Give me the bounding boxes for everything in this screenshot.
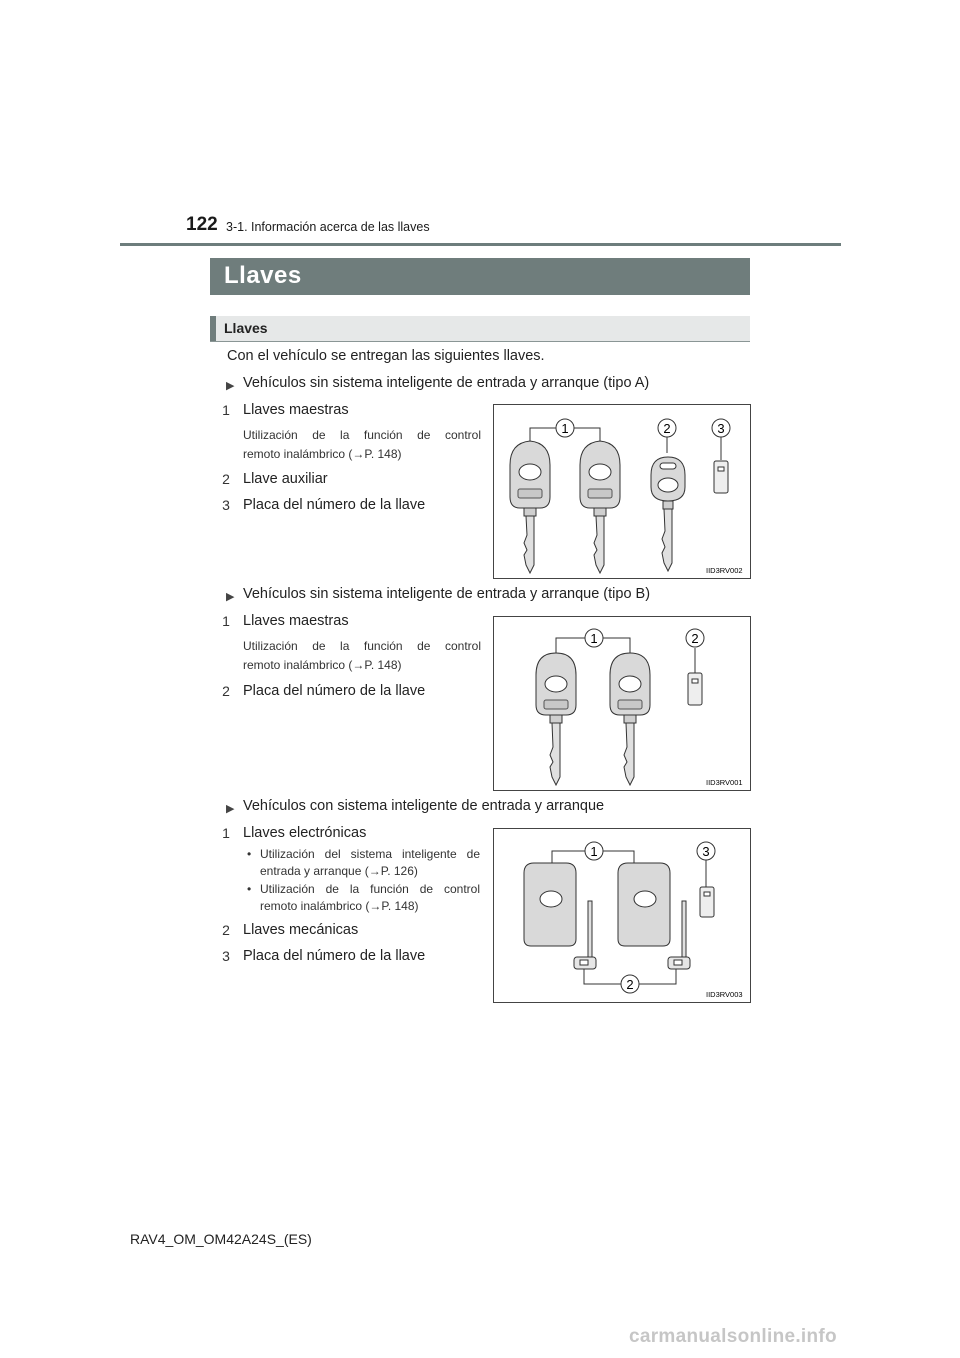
bullet-line: entrada y arranque (→P. 126) bbox=[260, 864, 418, 878]
callout-number: 1 bbox=[590, 844, 598, 859]
page-title-bar bbox=[210, 258, 750, 295]
bullet-dot: • bbox=[247, 882, 252, 896]
key-number-plate-icon bbox=[714, 461, 728, 493]
callout-number: 3 bbox=[717, 421, 725, 436]
item-label: Placa del número de la llave bbox=[243, 683, 426, 699]
master-key-icon bbox=[510, 441, 550, 573]
figure-keys-type-a bbox=[493, 404, 751, 579]
bullet-line: remoto inalámbrico (→P. 148) bbox=[260, 899, 419, 913]
keys-illustration bbox=[494, 617, 750, 790]
callout-number: 2 bbox=[663, 421, 671, 436]
keys-illustration bbox=[494, 405, 750, 578]
item-number: 2 bbox=[222, 471, 230, 487]
electronic-key-icon bbox=[524, 863, 576, 946]
triangle-right-icon: ▶ bbox=[226, 591, 235, 603]
section-heading-c: Vehículos con sistema inteligente de entrada y arranque bbox=[243, 798, 605, 814]
master-key-icon bbox=[610, 653, 650, 785]
key-number-plate-icon bbox=[688, 673, 702, 705]
section-heading-b: Vehículos sin sistema inteligente de entrada y arranque (tipo B) bbox=[243, 586, 651, 602]
item-note-line: Utilización de la función de control bbox=[243, 428, 481, 442]
header-divider bbox=[120, 243, 841, 246]
figure-code: IID3RV002 bbox=[706, 566, 743, 575]
page-number: 122 bbox=[186, 214, 218, 235]
subheading: Llaves bbox=[224, 320, 268, 336]
item-number: 3 bbox=[222, 948, 230, 964]
item-number: 2 bbox=[222, 683, 230, 699]
callout-number: 1 bbox=[561, 421, 569, 436]
item-number: 1 bbox=[222, 613, 230, 629]
item-number: 1 bbox=[222, 825, 230, 841]
item-label: Llaves maestras bbox=[243, 402, 349, 418]
master-key-icon bbox=[536, 653, 576, 785]
bullet-line: Utilización del sistema inteligente de bbox=[260, 847, 480, 861]
electronic-key-icon bbox=[618, 863, 670, 946]
item-note-line: remoto inalámbrico (→P. 148) bbox=[243, 658, 402, 672]
item-note-line: Utilización de la función de control bbox=[243, 639, 481, 653]
item-label: Llaves mecánicas bbox=[243, 922, 359, 938]
section-breadcrumb: 3-1. Información acerca de las llaves bbox=[226, 220, 430, 234]
figure-keys-type-b bbox=[493, 616, 751, 791]
figure-code: IID3RV003 bbox=[706, 990, 743, 999]
item-label: Llaves electrónicas bbox=[243, 825, 367, 841]
triangle-right-icon: ▶ bbox=[226, 803, 235, 815]
figure-keys-smart bbox=[493, 828, 751, 1003]
figure-code: IID3RV001 bbox=[706, 778, 743, 787]
mechanical-key-icon bbox=[574, 901, 596, 969]
bullet-line: Utilización de la función de control bbox=[260, 882, 480, 896]
bullet-dot: • bbox=[247, 847, 252, 861]
item-number: 2 bbox=[222, 922, 230, 938]
callout-number: 3 bbox=[702, 844, 710, 859]
auxiliary-key-icon bbox=[651, 457, 685, 571]
document-code: RAV4_OM_OM42A24S_(ES) bbox=[130, 1231, 312, 1247]
keys-illustration bbox=[494, 829, 750, 1002]
subheading-bar bbox=[210, 316, 750, 342]
key-number-plate-icon bbox=[700, 887, 714, 917]
subheading-accent bbox=[210, 316, 216, 341]
master-key-icon bbox=[580, 441, 620, 573]
item-label: Placa del número de la llave bbox=[243, 497, 426, 513]
page-title: Llaves bbox=[224, 262, 302, 289]
intro-text: Con el vehículo se entregan las siguientes llaves. bbox=[227, 348, 545, 364]
item-number: 1 bbox=[222, 402, 230, 418]
item-note-line: remoto inalámbrico (→P. 148) bbox=[243, 447, 402, 461]
section-heading-a: Vehículos sin sistema inteligente de entrada y arranque (tipo A) bbox=[243, 375, 650, 391]
callout-number: 1 bbox=[590, 631, 598, 646]
item-label: Llaves maestras bbox=[243, 613, 349, 629]
watermark: carmanualsonline.info bbox=[629, 1326, 837, 1347]
triangle-right-icon: ▶ bbox=[226, 380, 235, 392]
item-number: 3 bbox=[222, 497, 230, 513]
mechanical-key-icon bbox=[668, 901, 690, 969]
callout-number: 2 bbox=[691, 631, 699, 646]
item-label: Llave auxiliar bbox=[243, 471, 328, 487]
callout-number: 2 bbox=[626, 977, 634, 992]
item-label: Placa del número de la llave bbox=[243, 948, 426, 964]
